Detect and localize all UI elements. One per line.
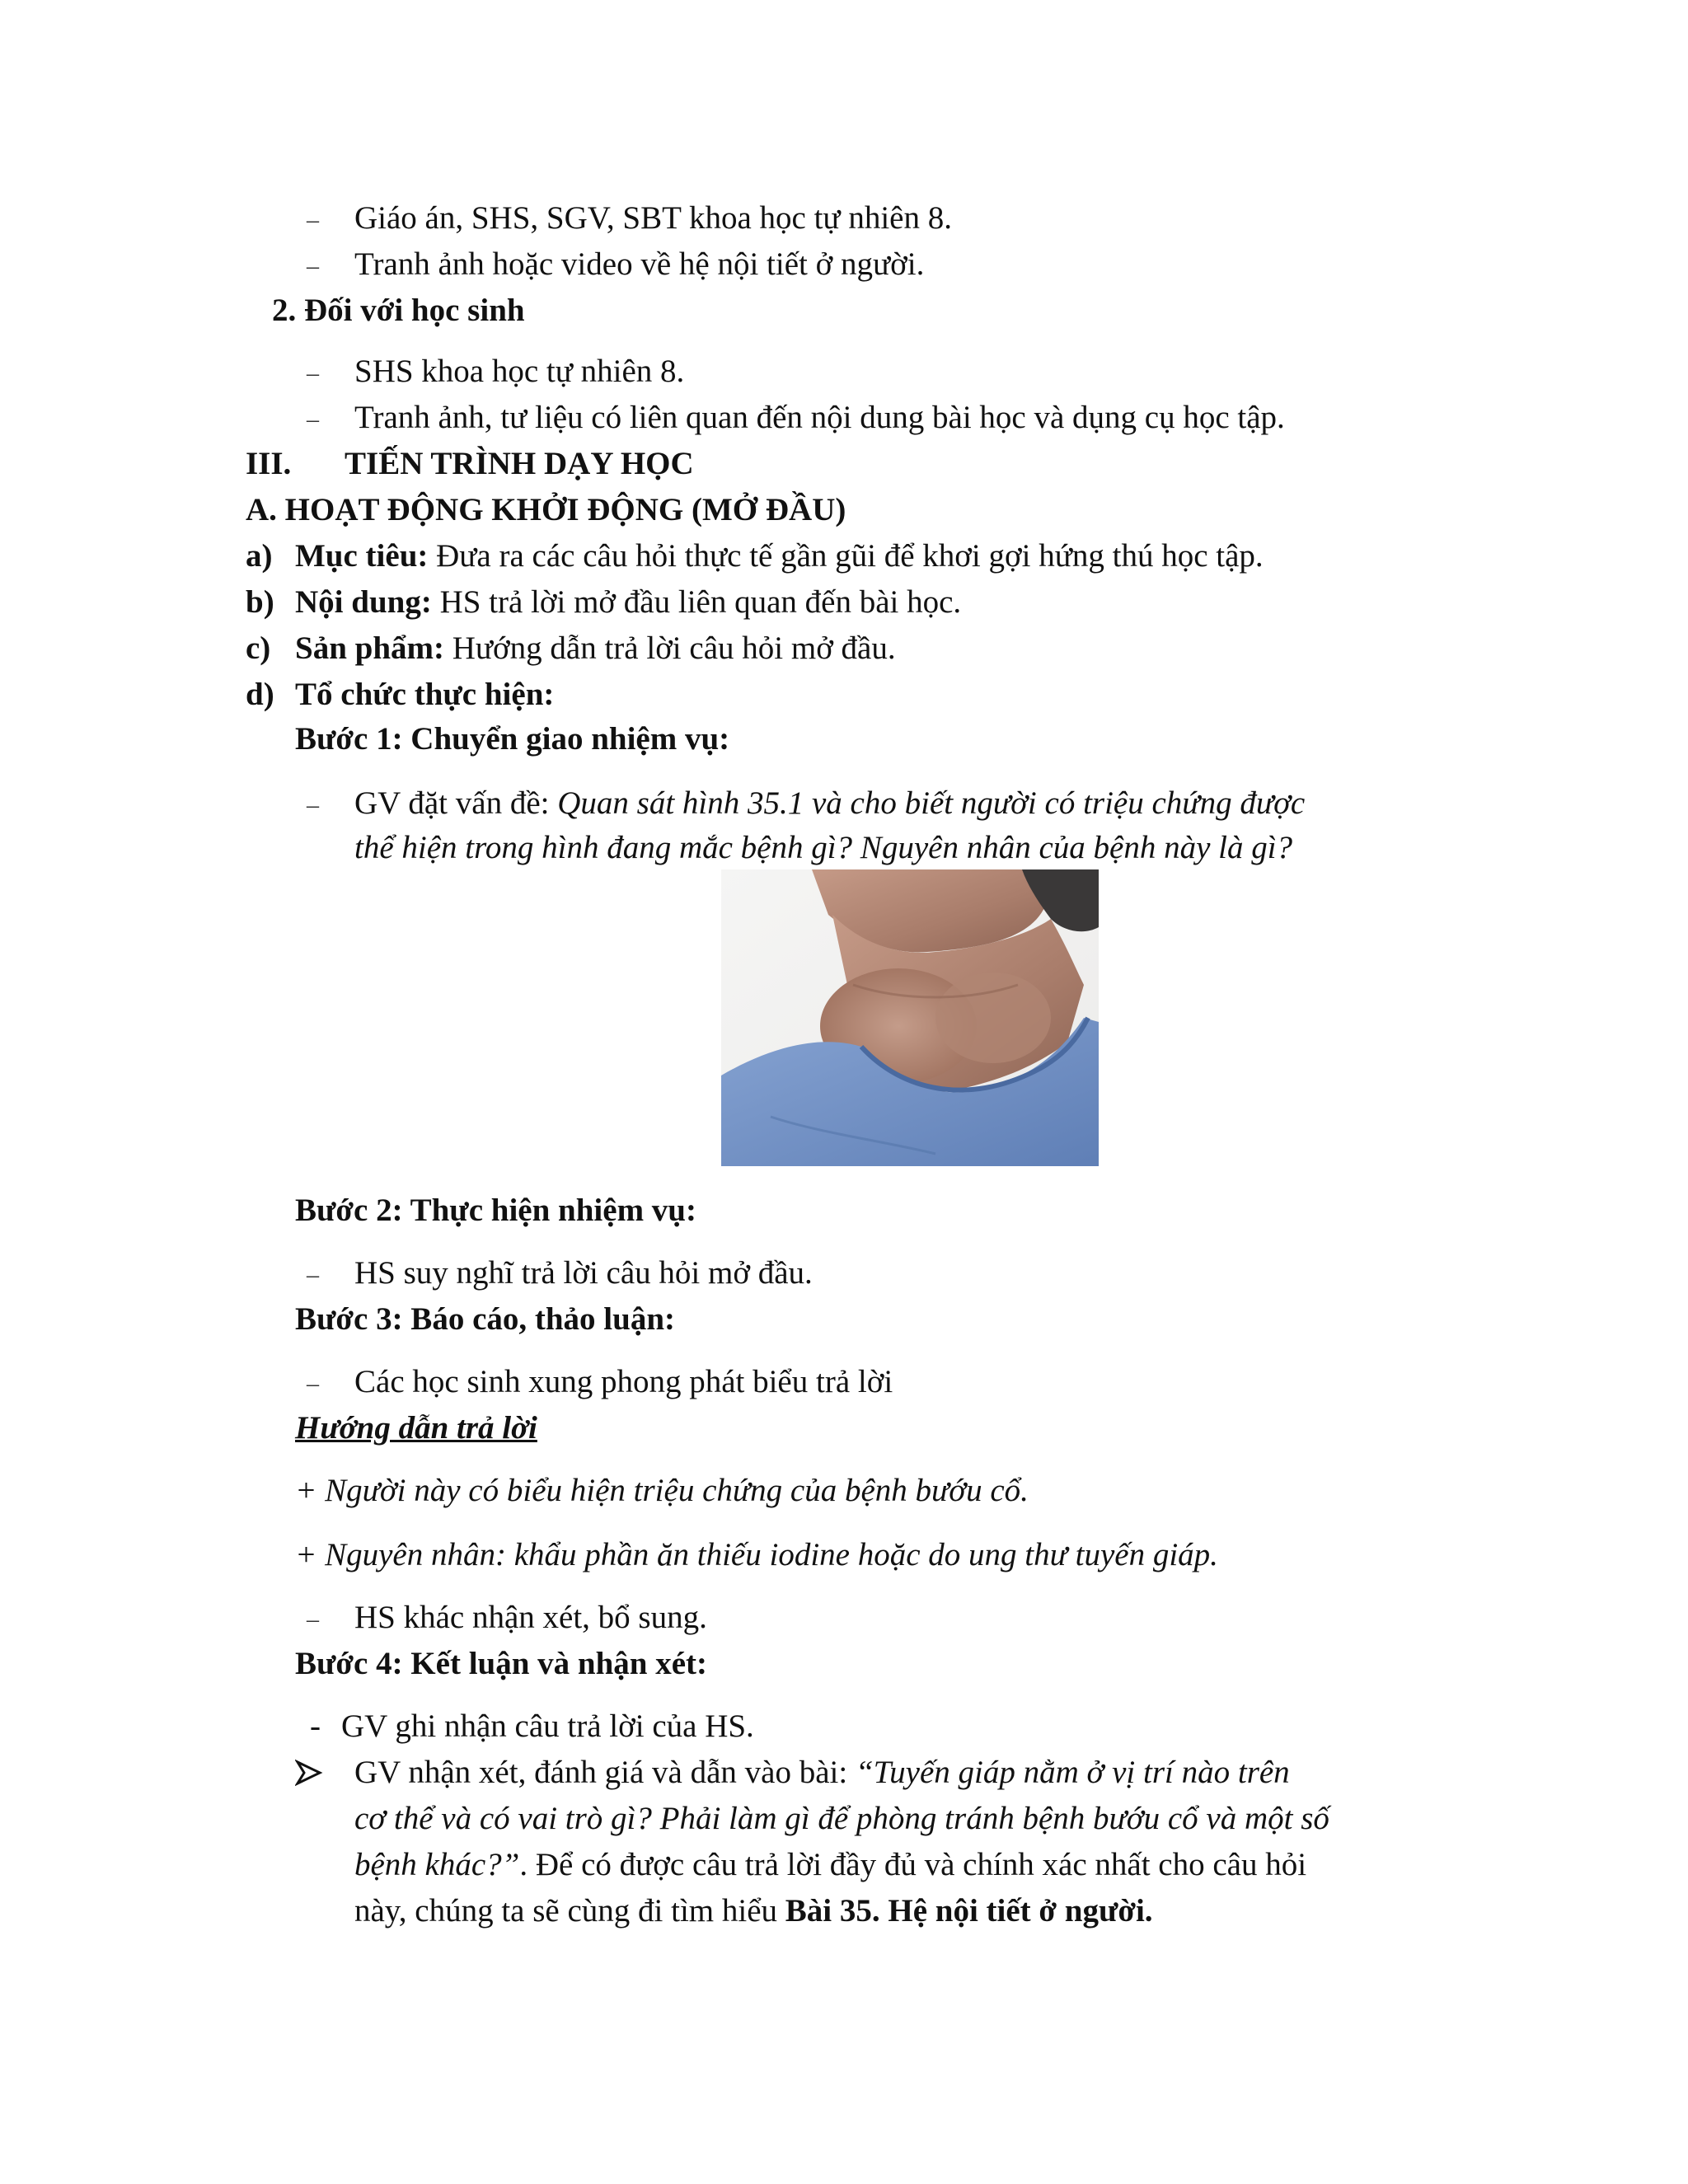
item-c [295, 628, 896, 669]
item-a [295, 536, 1264, 577]
step4-line4 [354, 1891, 1153, 1932]
bullet-dash: – [307, 1261, 319, 1288]
item-a-text: Đưa ra các câu hỏi thực tế gần gũi để khơi gợi hứng thú học tập. [428, 538, 1264, 574]
teacher-material-1: Giáo án, SHS, SGV, SBT khoa học tự nhiên 8. [354, 200, 952, 236]
answer-heading: Hướng dẫn trả lời [295, 1410, 537, 1446]
activity-heading: A. HOẠT ĐỘNG KHỞI ĐỘNG (MỞ ĐẦU) [246, 492, 846, 527]
step4-after-quote: . Để có được câu trả lời đầy đủ và chính xác nhất cho câu hỏi [519, 1847, 1307, 1882]
step4-line1 [354, 1752, 1290, 1793]
section-title: TIẾN TRÌNH DẠY HỌC [345, 446, 694, 481]
step4-quote-2: cơ thể và có vai trò gì? Phải làm gì để phòng tránh bệnh bướu cổ và một số [354, 1801, 1329, 1836]
item-a-label: a) [246, 538, 273, 574]
step3-heading: Bước 3: Báo cáo, thảo luận: [295, 1301, 676, 1337]
answer-2: + Nguyên nhân: khẩu phần ăn thiếu iodine hoặc do ung thư tuyến giáp. [295, 1537, 1218, 1572]
bullet-dash: – [307, 1370, 319, 1397]
item-c-text: Hướng dẫn trả lời câu hỏi mở đầu. [443, 630, 896, 666]
step1-question-line2: thể hiện trong hình đang mắc bệnh gì? Nguyên nhân của bệnh này là gì? [354, 830, 1293, 865]
teacher-material-2: Tranh ảnh hoặc video về hệ nội tiết ở người. [354, 246, 925, 282]
step2-heading: Bước 2: Thực hiện nhiệm vụ: [295, 1193, 696, 1228]
bullet-dash: – [307, 206, 319, 233]
step1-heading: Bước 1: Chuyển giao nhiệm vụ: [295, 721, 730, 757]
step4-line3 [354, 1844, 1306, 1886]
item-b [295, 582, 961, 623]
step1-intro: GV đặt vấn đề: [354, 785, 558, 821]
lesson-title: Bài 35. Hệ nội tiết ở người. [785, 1893, 1153, 1929]
item-b-label: b) [246, 584, 274, 620]
item-d-label: d) [246, 677, 274, 712]
item-b-term: Nội dung: [295, 584, 432, 620]
section-number: III. [246, 446, 292, 481]
step1-question-line1 [354, 783, 1305, 824]
student-heading: 2. Đối với học sinh [272, 293, 525, 328]
step4-record: GV ghi nhận câu trả lời của HS. [341, 1708, 754, 1744]
goiter-photo-illustration [721, 869, 1099, 1166]
item-c-label: c) [246, 630, 271, 666]
item-c-term: Sản phẩm: [295, 630, 444, 666]
item-a-term: Mục tiêu: [295, 538, 429, 574]
step1-question: Quan sát hình 35.1 và cho biết người có triệu chứng được [557, 785, 1306, 821]
bullet-dash: – [307, 252, 319, 279]
bullet-dash: – [307, 791, 319, 818]
bullet-dash: – [307, 359, 319, 387]
step4-line4-text: này, chúng ta sẽ cùng đi tìm hiểu [354, 1893, 785, 1929]
step4-intro: GV nhận xét, đánh giá và dẫn vào bài: [354, 1755, 856, 1790]
student-material-2: Tranh ảnh, tư liệu có liên quan đến nội dung bài học và dụng cụ học tập. [354, 400, 1285, 435]
arrow-bullet-icon [295, 1759, 323, 1787]
step2-text: HS suy nghĩ trả lời câu hỏi mở đầu. [354, 1255, 813, 1291]
goiter-photo [721, 869, 1099, 1166]
item-b-text: HS trả lời mở đầu liên quan đến bài học. [431, 584, 962, 620]
bullet-hyphen: - [310, 1708, 321, 1744]
answer-1: + Người này có biểu hiện triệu chứng của bệnh bướu cổ. [295, 1473, 1029, 1508]
bullet-dash: – [307, 1605, 319, 1633]
step4-quote-1: “Tuyến giáp nằm ở vị trí nào trên [855, 1755, 1290, 1790]
step4-heading: Bước 4: Kết luận và nhận xét: [295, 1646, 708, 1681]
step3-other: HS khác nhận xét, bổ sung. [354, 1600, 707, 1635]
step3-text: Các học sinh xung phong phát biểu trả lời [354, 1364, 893, 1399]
step4-quote-3: bệnh khác?” [354, 1847, 520, 1882]
bullet-dash: – [307, 405, 319, 433]
item-d-term: Tổ chức thực hiện: [295, 677, 555, 712]
student-material-1: SHS khoa học tự nhiên 8. [354, 354, 685, 389]
